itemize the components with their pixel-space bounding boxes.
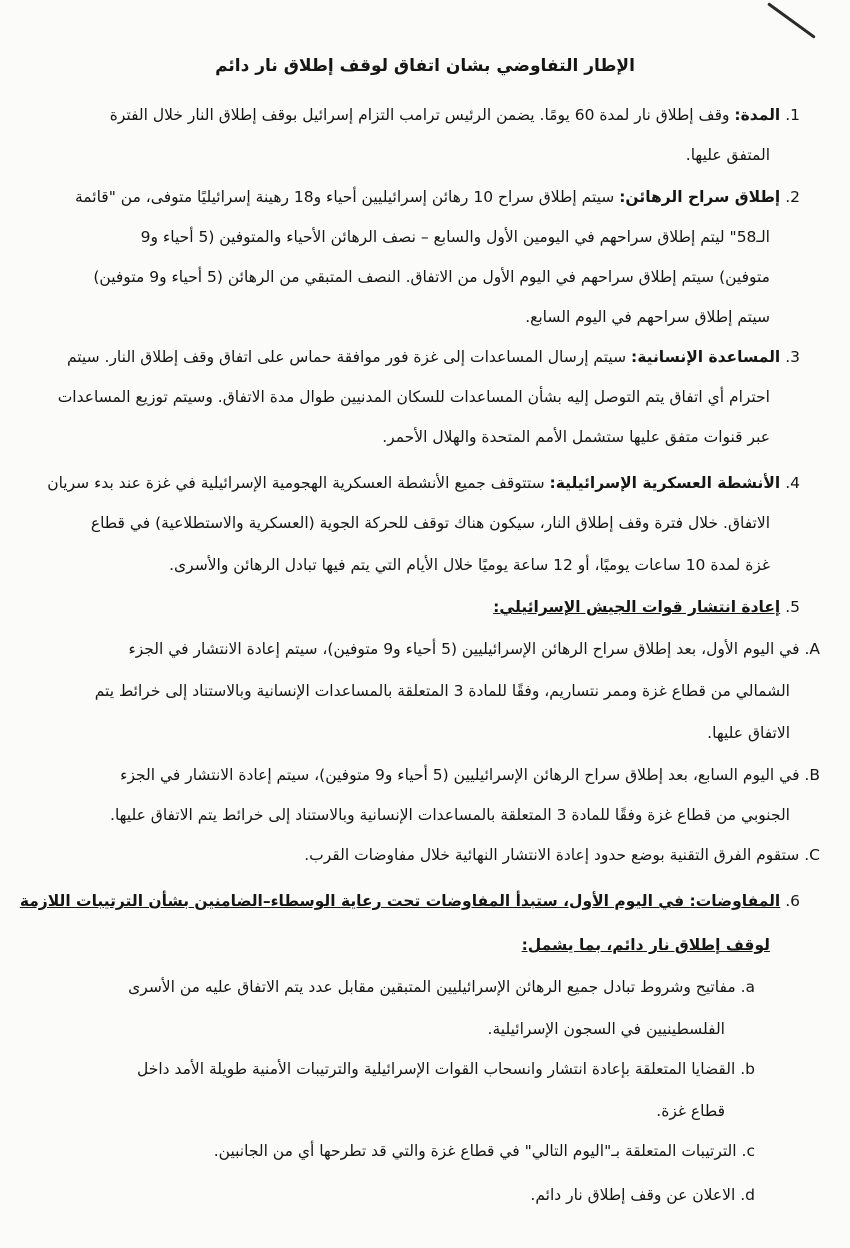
item-number: 2. (785, 188, 800, 206)
item-2-line-4: سيتم إطلاق سراحهم في اليوم السابع. (525, 308, 770, 326)
subitem-letter: d. (740, 1186, 755, 1204)
subitem-letter: B. (804, 766, 820, 784)
subitem-letter: A. (804, 640, 820, 658)
item-2-line-2: الـ58" ليتم إطلاق سراحهم في اليومين الأول والسابع – نصف الرهائن الأحياء والمتوفين (5 أحياء و9 (140, 228, 770, 246)
item-text: سيتم إطلاق سراح 10 رهائن إسرائيليين أحياء و18 رهينة إسرائيليًا متوفى، من "قائمة (75, 188, 615, 206)
subitem-text: القضايا المتعلقة بإعادة انتشار وانسحاب القوات الإسرائيلية والترتيبات الأمنية طويلة الأمد داخل (137, 1060, 736, 1078)
item-4-line-2: الاتفاق. خلال فترة وقف إطلاق النار، سيكون هناك توقف للحركة الجوية (العسكرية والاستطلاعية) في قطاع (90, 514, 770, 532)
subitem-text: في اليوم السابع، بعد إطلاق سراح الرهائن الإسرائيليين (5 أحياء و9 متوفين)، سيتم إعادة الانتشار في الجزء (120, 766, 800, 784)
item-3-line-3: عبر قنوات متفق عليها ستشمل الأمم المتحدة والهلال الأحمر. (382, 428, 770, 446)
subitem-6d-line-1 (530, 1184, 755, 1206)
item-number: 4. (785, 474, 800, 492)
item-1-line-1 (110, 104, 800, 126)
subitem-5a-line-1 (128, 638, 820, 660)
item-heading: المساعدة الإنسانية: (631, 348, 781, 366)
subitem-text: الترتيبات المتعلقة بـ"اليوم التالي" في قطاع غزة والتي قد تطرحها أي من الجانبين. (213, 1142, 737, 1160)
subitem-5b-line-2: الجنوبي من قطاع غزة وفقًا للمادة 3 المتعلقة بالمساعدات الإنسانية وبالاستناد إلى خرائط يتم الاتفاق عليها. (110, 806, 790, 824)
subitem-6a-line-1 (128, 976, 755, 998)
item-1-line-2: المتفق عليها. (685, 146, 770, 164)
subitem-5c-line-1 (304, 844, 820, 866)
item-3-line-1 (67, 346, 800, 368)
subitem-letter: b. (740, 1060, 755, 1078)
item-3-line-2: احترام أي اتفاق يتم التوصل إليه بشأن المساعدات للسكان المدنيين طوال مدة الاتفاق. وسيتم توزيع المساعدات (57, 388, 770, 406)
document-title: الإطار التفاوضي بشان اتفاق لوقف إطلاق نار دائم (215, 56, 635, 76)
item-number: 1. (785, 106, 800, 124)
subitem-6a-line-2: الفلسطينيين في السجون الإسرائيلية. (487, 1020, 725, 1038)
subitem-letter: a. (740, 978, 755, 996)
item-number: 5. (785, 598, 800, 616)
item-6-line-2: لوقف إطلاق نار دائم، بما يشمل: (521, 936, 770, 954)
item-text: وقف إطلاق نار لمدة 60 يومًا. يضمن الرئيس ترامب التزام إسرائيل بوقف إطلاق النار خلال الفترة (109, 106, 730, 124)
item-text: ستتوقف جميع الأنشطة العسكرية الهجومية الإسرائيلية في غزة عند بدء سريان (47, 474, 545, 492)
item-text: سيتم إرسال المساعدات إلى غزة فور موافقة حماس على اتفاق وقف إطلاق النار. سيتم (66, 348, 627, 366)
subitem-6b-line-1 (137, 1058, 755, 1080)
item-2-line-3: متوفين) سيتم إطلاق سراحهم في اليوم الأول من الاتفاق. النصف المتبقي من الرهائن (5 أحياء و9 متوفين) (93, 268, 770, 286)
item-heading: إعادة انتشار قوات الجيش الإسرائيلي: (493, 598, 781, 616)
subitem-text: في اليوم الأول، بعد إطلاق سراح الرهائن الإسرائيليين (5 أحياء و9 متوفين)، سيتم إعادة الانتشار في الجزء (128, 640, 800, 658)
subitem-letter: C. (804, 846, 820, 864)
subitem-5b-line-1 (120, 764, 820, 786)
item-heading: الأنشطة العسكرية الإسرائيلية: (549, 474, 781, 492)
item-number: 3. (785, 348, 800, 366)
item-number: 6. (785, 892, 800, 910)
item-6-line-1 (20, 890, 800, 912)
subitem-text: ستقوم الفرق التقنية بوضع حدود إعادة الانتشار النهائية خلال مفاوضات القرب. (304, 846, 800, 864)
subitem-5a-line-2: الشمالي من قطاع غزة وممر نتساريم، وفقًا للمادة 3 المتعلقة بالمساعدات الإنسانية وبالاستناد إلى خرائط يتم (94, 682, 790, 700)
item-text: المفاوضات: في اليوم الأول، ستبدأ المفاوضات تحت رعاية الوسطاء–الضامنين بشأن الترتيبات اللازمة (19, 892, 781, 910)
subitem-6b-line-2: قطاع غزة. (656, 1102, 725, 1120)
item-4-line-1 (47, 472, 800, 494)
subitem-text: مفاتيح وشروط تبادل جميع الرهائن الإسرائيليين المتبقين مقابل عدد يتم الاتفاق عليه من الأسرى (128, 978, 736, 996)
subitem-letter: c. (741, 1142, 755, 1160)
subitem-text: الاعلان عن وقف إطلاق نار دائم. (530, 1186, 736, 1204)
item-heading: المدة: (734, 106, 781, 124)
item-5-heading (493, 596, 800, 618)
item-4-line-3: غزة لمدة 10 ساعات يوميًا، أو 12 ساعة يوميًا خلال الأيام التي يتم فيها تبادل الرهائن والأسرى. (169, 556, 770, 574)
item-2-line-1 (75, 186, 800, 208)
item-heading: إطلاق سراح الرهائن: (619, 188, 781, 206)
subitem-6c-line-1 (214, 1140, 755, 1162)
subitem-5a-line-3: الاتفاق عليها. (707, 724, 790, 742)
